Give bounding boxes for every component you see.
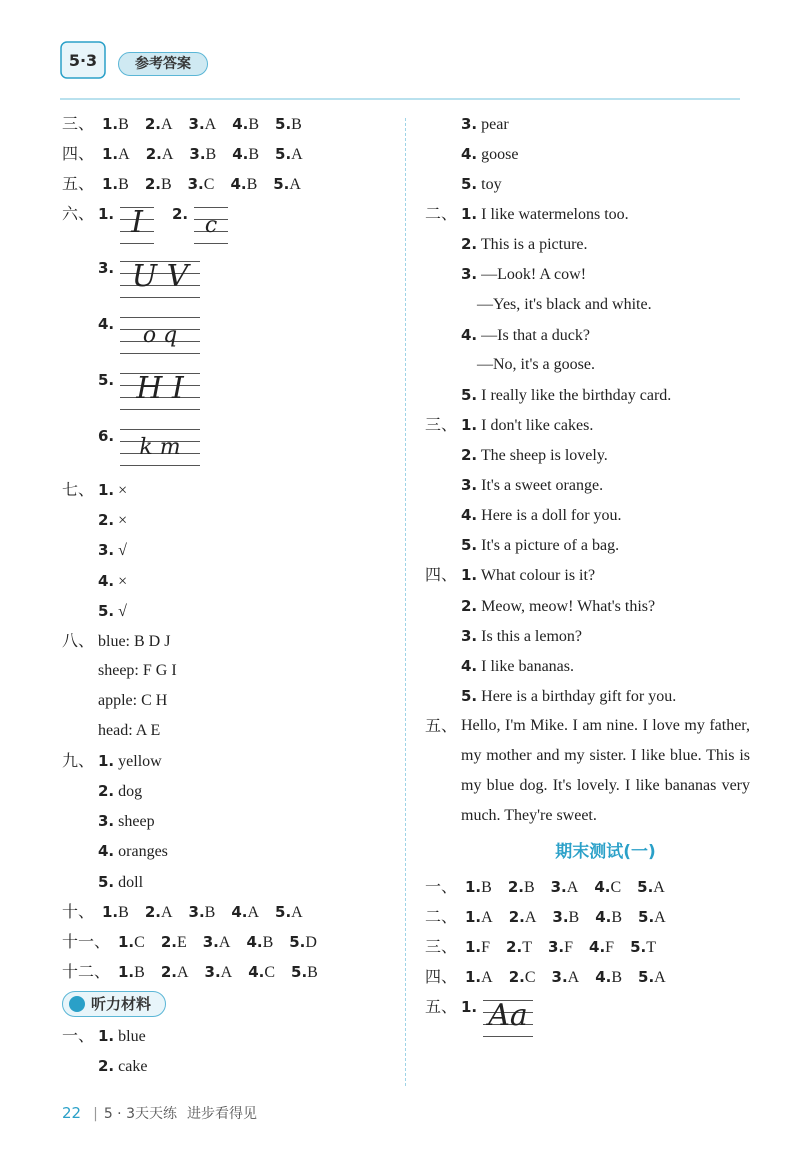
answer-row: 5. I really like the birthday card. [461,385,672,404]
answer-row: sheep: F G I [98,661,177,679]
answer-row: 3. It's a sweet orange. [461,476,604,495]
answer-row: 4. goose [461,145,519,164]
answer-row: 5. toy [461,175,502,194]
section-label: 四、 [425,565,458,585]
passage [425,711,750,832]
handwriting-answer: U V [120,257,200,297]
answer-row: 3. Is this a lemon? [461,626,583,645]
answer-row: 三、 1.B 2.A 3.A 4.B 5.B [62,109,392,139]
answer-row: 2. The sheep is lovely. [461,446,608,465]
answer-row: 二、 1. I like watermelons too. [425,199,750,229]
section-label: 三、 [425,414,458,434]
logo-icon [60,40,106,80]
section-label: 三、 [425,936,458,956]
header-rule [60,98,740,100]
answer-row: 三、 1.F 2.T 3.F 4.F 5.T [425,932,750,962]
handwriting-row: 3. U V [62,253,392,309]
handwriting-row: 六、 1. I 2. c [62,199,392,253]
answer-row: —Yes, it's black and white. [477,295,652,313]
section-label: 五、 [425,997,458,1017]
section-label: 四、 [425,966,458,986]
answer-row: 2. cake [98,1056,148,1075]
answer-row: 十一、 1.C 2.E 3.A 4.B 5.D [62,927,392,957]
handwriting-answer: H I [120,369,200,409]
answer-row: 2. × [98,511,128,530]
section-label: 十二、 [62,961,111,981]
answer-row: apple: C H [98,691,168,709]
answer-row: 八、 blue: B D J [62,626,392,656]
answer-row: 十、 1.B 2.A 3.B 4.A 5.A [62,897,392,927]
page-header [60,40,380,84]
section-label: 四、 [62,144,95,164]
answer-row: 2. dog [98,782,143,801]
answer-row: 四、 1. What colour is it? [425,560,750,590]
answer-row: 4. I like bananas. [461,656,574,675]
section-label: 九、 [62,751,95,771]
answer-row: 3. pear [461,115,509,133]
answer-row: 3. √ [98,541,127,560]
answer-row: 一、 1.B 2.B 3.A 4.C 5.A [425,872,750,902]
answer-row: 5. Here is a birthday gift for you. [461,686,677,705]
answer-row: 3. —Look! A cow! [461,265,587,284]
answer-row: 五、 1.B 2.B 3.C 4.B 5.A [62,169,392,199]
section-label: 五、 [62,174,95,194]
section-label: 七、 [62,480,95,500]
handwriting-row: 5. H I [62,365,392,421]
answer-row: 四、 1.A 2.A 3.B 4.B 5.A [62,139,392,169]
handwriting-answer: c [194,203,228,243]
answer-row: 4. —Is that a duck? [461,325,590,344]
answer-row: 4. Here is a doll for you. [461,506,622,525]
answer-row: 2. This is a picture. [461,235,588,254]
answer-row: 4. × [98,571,128,590]
section-label: 六、 [62,204,95,224]
answer-row: head: A E [98,722,161,740]
answer-row: 4. oranges [98,842,168,861]
handwriting-row: 五、 1. Aa [425,992,750,1042]
answer-row: 5. doll [98,872,144,891]
answer-row: 十二、 1.B 2.A 3.A 4.C 5.B [62,957,392,987]
section-label: 八、 [62,630,95,650]
answer-row: 七、 1. × [62,475,392,505]
handwriting-answer: o q [120,313,200,353]
answer-row: 3. sheep [98,812,155,831]
page-number: 22 [62,1104,82,1122]
right-column [425,109,750,1042]
section-label: 五、 [425,715,458,735]
section-label: 三、 [62,114,95,133]
final-test-title: 期末测试(一) [555,841,656,862]
listening-material-tag: 听力材料 [62,991,166,1017]
answer-row: 一、 1. blue [62,1021,392,1051]
slogan: 进步看得见 [186,1106,257,1122]
answer-row: 三、 1. I don't like cakes. [425,410,750,440]
section-label: 十、 [62,901,95,921]
answer-row: 二、 1.A 2.A 3.B 4.B 5.A [425,902,750,932]
answer-row: 九、 1. yellow [62,746,392,776]
answer-row: 四、 1.A 2.C 3.A 4.B 5.A [425,962,750,992]
left-column [62,109,392,1081]
section-label: 二、 [425,204,458,224]
passage-text: Hello, I'm Mike. I am nine. I love my father, my mother and my sister. I like blue. This is my blue dog. It's lovely. I like bananas very much. They're sweet. [461,716,750,825]
handwriting-answer: Aa [483,996,533,1036]
page-footer: 22 | 5 · 3天天练 进步看得见 [62,1104,257,1122]
section-label: 二、 [425,906,458,926]
answer-row: 2. Meow, meow! What's this? [461,596,656,615]
answer-row: 5. It's a picture of a bag. [461,536,620,555]
section-label: 一、 [62,1025,95,1045]
section-label: 一、 [425,876,458,896]
svg-text:5·3: 5·3 [68,51,98,70]
handwriting-answer: I [120,203,154,243]
handwriting-row: 6. k m [62,421,392,475]
handwriting-answer: k m [120,425,200,465]
column-divider [405,118,406,1086]
answer-row: —No, it's a goose. [477,355,595,373]
series-name: 5 · 3天天练 [103,1106,177,1122]
answer-key-tag: 参考答案 [118,52,208,76]
section-label: 十一、 [62,931,111,951]
answer-row: 5. √ [98,601,127,620]
headphones-icon [69,996,85,1012]
handwriting-row: 4. o q [62,309,392,365]
